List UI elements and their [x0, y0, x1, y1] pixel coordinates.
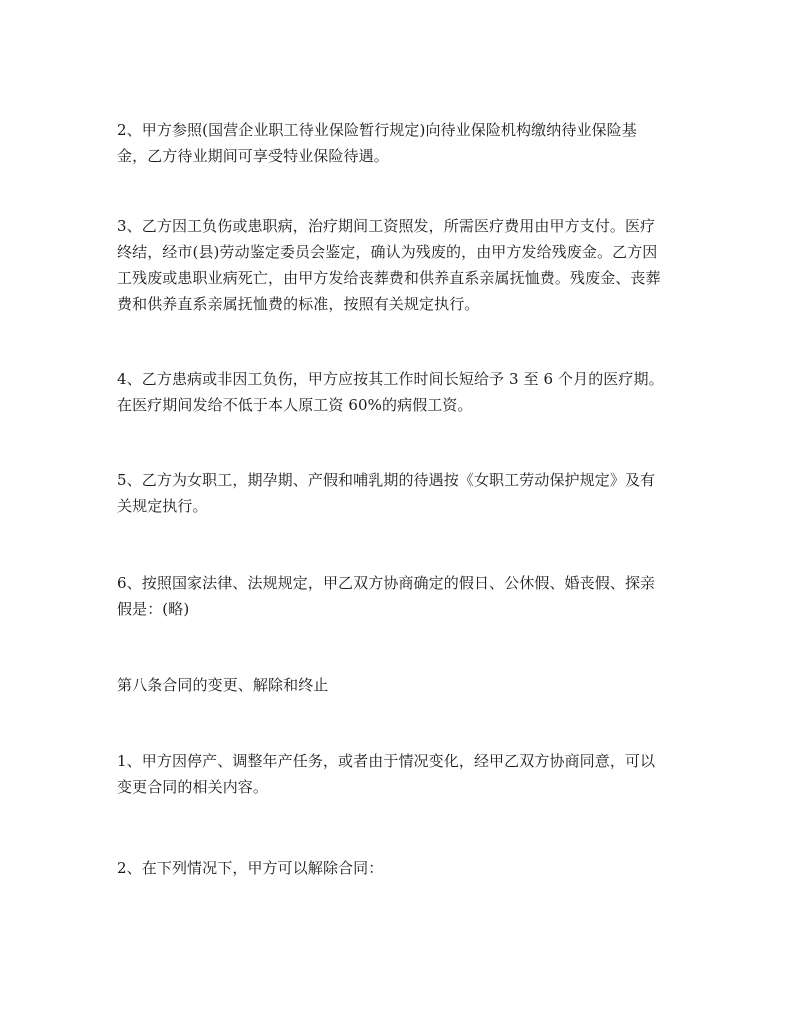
- article-8-heading: [117, 672, 687, 698]
- text-line: 4、乙方患病或非因工负伤，甲方应按其工作时间长短给予 3 至 6 个月的医疗期。: [117, 370, 664, 388]
- clause-1-contract-change: [117, 748, 687, 800]
- clause-2-unemployment-insurance: [117, 117, 687, 169]
- text-line: 1、甲方因停产、调整年产任务，或者由于情况变化，经甲乙双方协商同意，可以: [117, 752, 656, 770]
- text-line: 工残废或患职业病死亡，由甲方发给丧葬费和供养直系亲属抚恤费。残废金、丧葬: [117, 269, 661, 287]
- text-line: 假是：(略): [117, 600, 190, 618]
- text-line: 2、在下列情况下，甲方可以解除合同：: [117, 859, 384, 877]
- clause-5-female-workers: [117, 467, 687, 519]
- text-line: 在医疗期间发给不低于本人原工资 60%的病假工资。: [117, 396, 473, 414]
- text-line: 终结，经市(县)劳动鉴定委员会鉴定，确认为残废的，由甲方发给残废金。乙方因: [117, 243, 658, 261]
- text-line: 费和供养直系亲属抚恤费的标准，按照有关规定执行。: [117, 295, 480, 313]
- section-heading: 第八条合同的变更、解除和终止: [117, 676, 329, 694]
- text-line: 6、按照国家法律、法规规定，甲乙双方协商确定的假日、公休假、婚丧假、探亲: [117, 574, 656, 592]
- text-line: 2、甲方参照(国营企业职工待业保险暂行规定)向待业保险机构缴纳待业保险基: [117, 121, 637, 139]
- clause-6-holidays: [117, 570, 687, 622]
- text-line: 金，乙方待业期间可享受特业保险待遇。: [117, 147, 389, 165]
- clause-2-contract-termination: [117, 855, 687, 881]
- text-line: 变更合同的相关内容。: [117, 778, 269, 796]
- text-line: 5、乙方为女职工，期孕期、产假和哺乳期的待遇按《女职工劳动保护规定》及有: [117, 471, 656, 489]
- clause-3-work-injury: [117, 213, 687, 317]
- text-line: 3、乙方因工负伤或患职病，治疗期间工资照发，所需医疗费用由甲方支付。医疗: [117, 217, 656, 235]
- text-line: 关规定执行。: [117, 497, 208, 515]
- clause-4-sick-leave: [117, 366, 687, 418]
